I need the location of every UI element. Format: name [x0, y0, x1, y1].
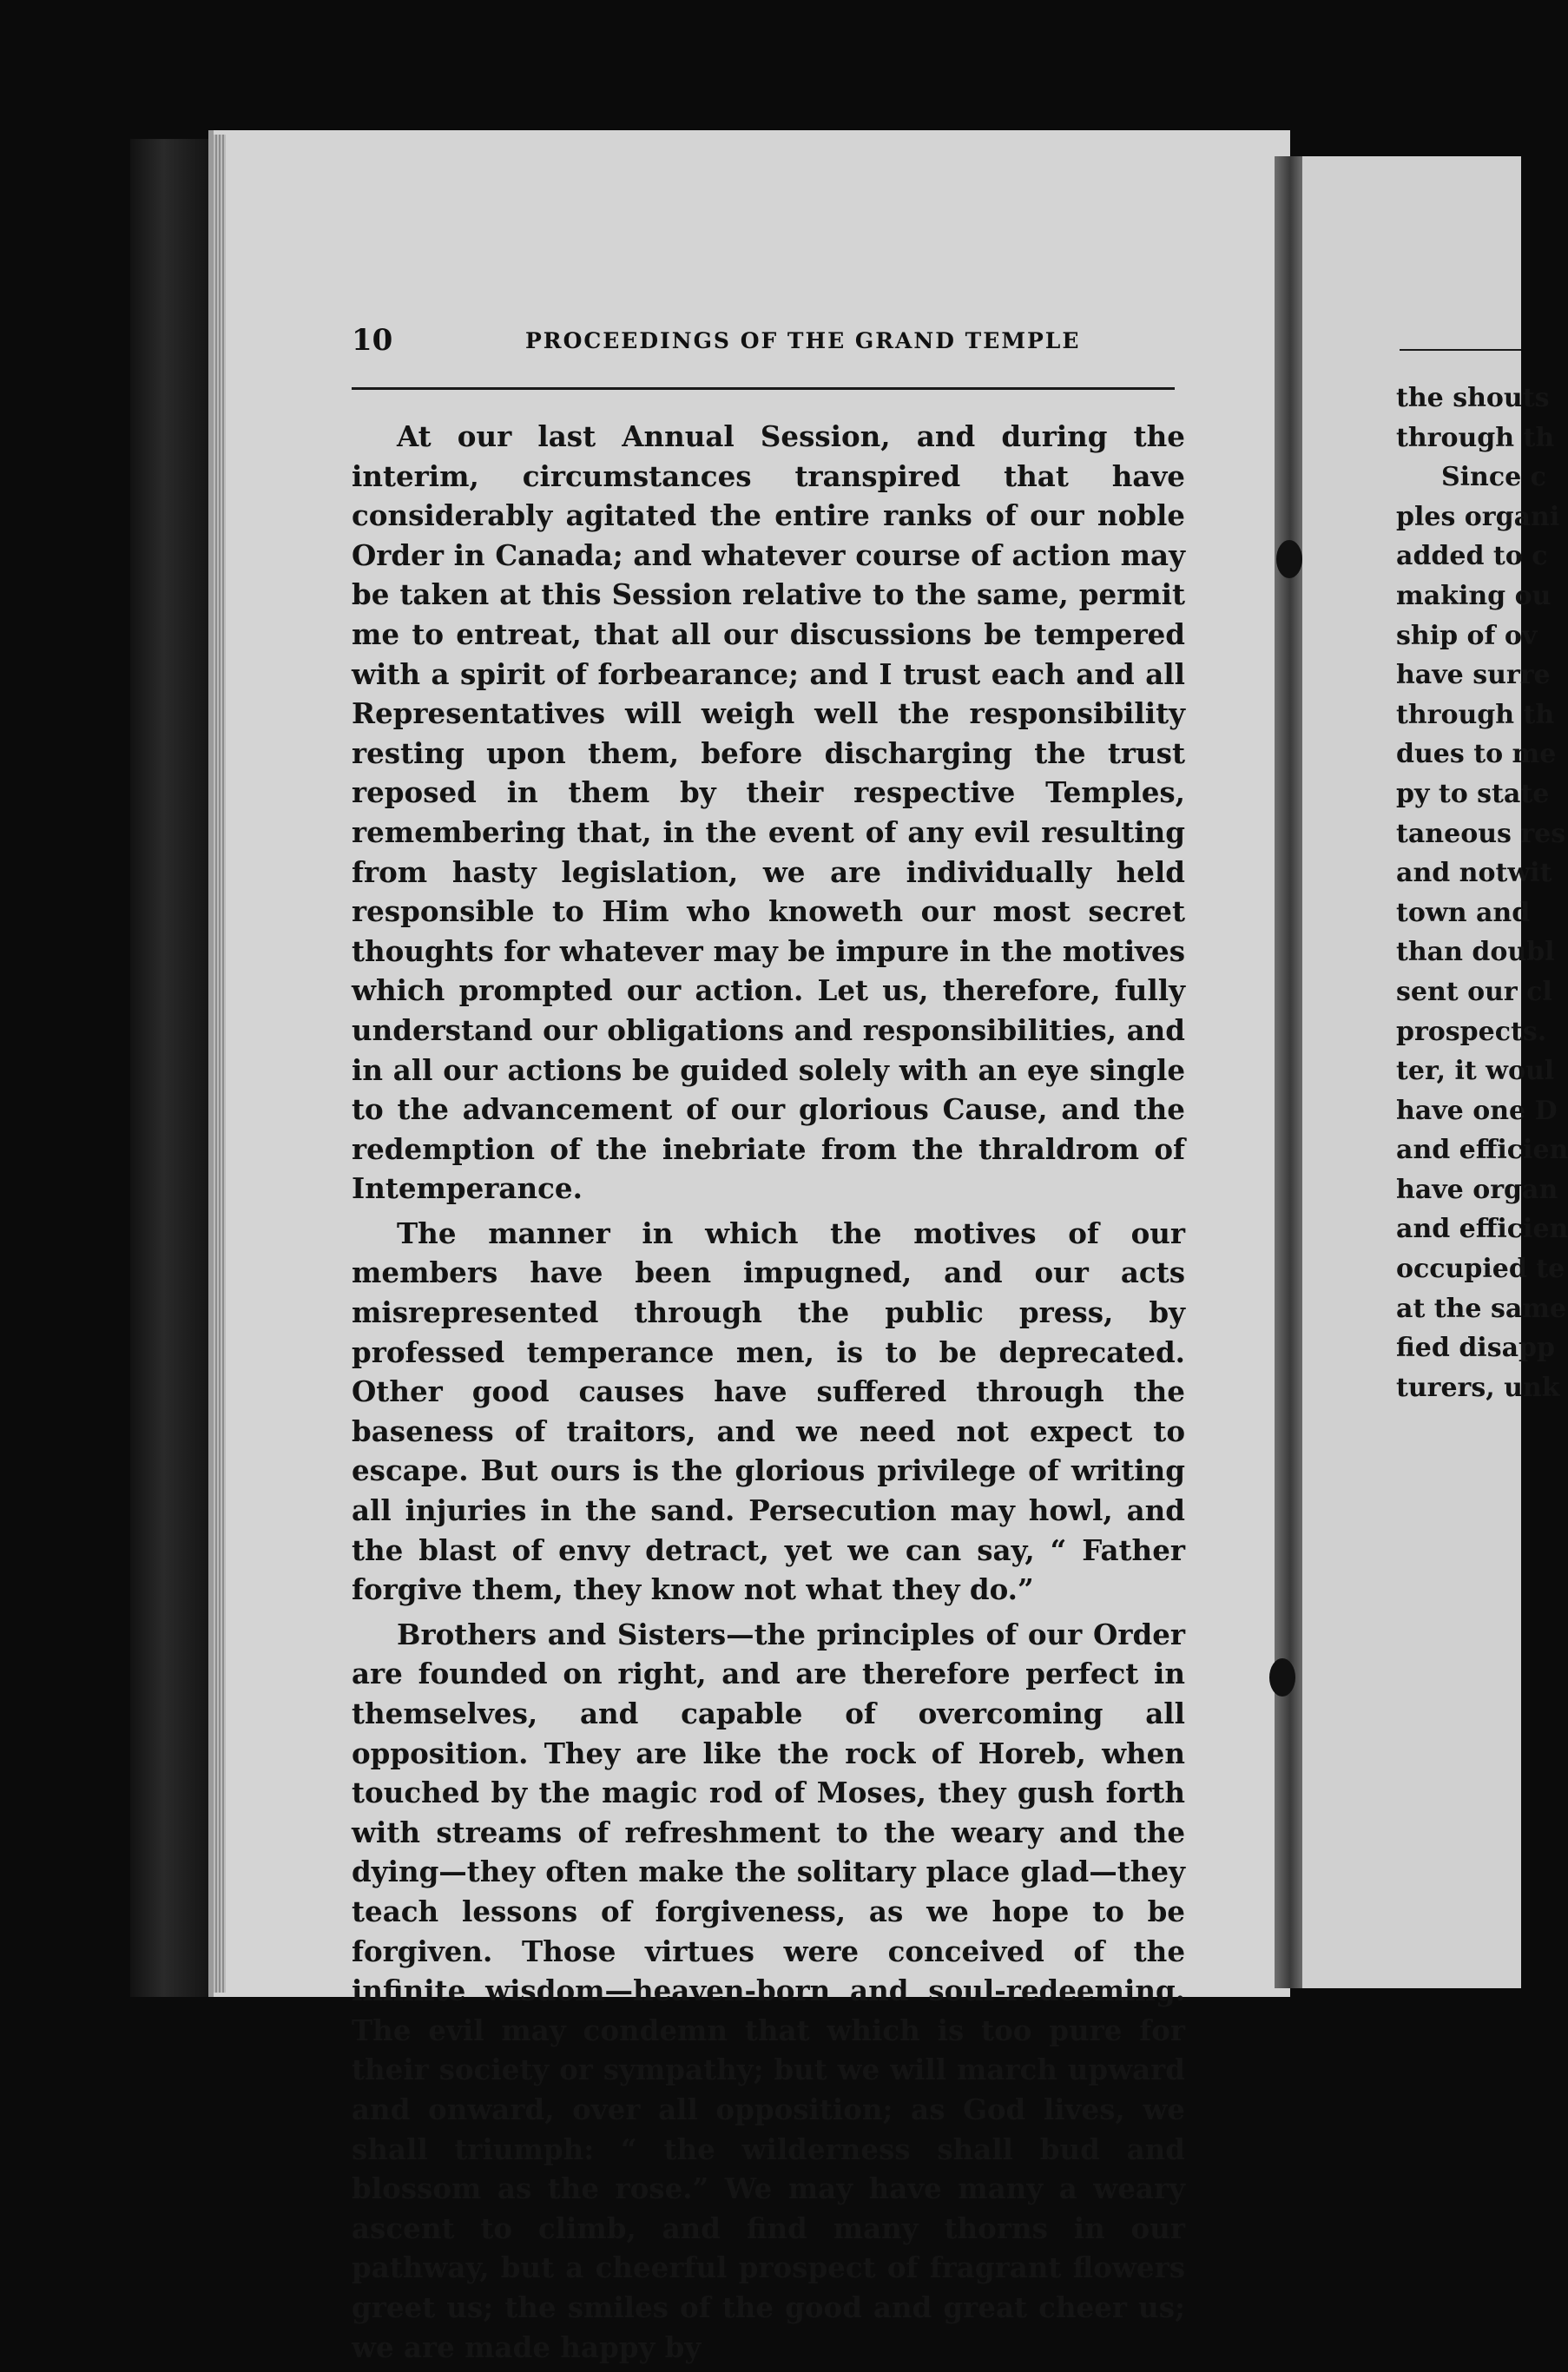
- paragraph: At our last Annual Session, and during the interim, circumstances transpired that have considerably agitated the entire ranks of our noble Order in Canada; and whatever course of action may be taken at this Session relative to the same, permit me to entreat, that all our discussions be tempered with a spirit of forbearance; and I trust each and all Representatives will weigh well the responsibility resting upon them, before discharging the trust reposed in them by their respective Temples, remembering that, in the event of any evil resulting from hasty legislation, we are individually held responsible to Him who knoweth our most secret thoughts for whatever may be impure in the motives which prompted our action. Let us, therefore, fully understand our obligations and responsibilities, and in all our actions be guided solely with an eye single to the advancement of our glorious Cause, and the redemption of the inebriate from the thraldrom of Intemperance.: [352, 419, 1185, 1206]
- page-number: 10: [352, 323, 393, 358]
- paragraph: The manner in which the motives of our members have been impugned, and our acts misrepresented through the public press, by professed temperance men, is to be deprecated. Other good causes have suffered through the baseness of traitors, and we need not expect to escape. But ours is the glorious privilege of writing all injuries in the sand. Persecution may howl, and the blast of envy detract, yet we can say, “ Father forgive them, they know not what they do.”: [352, 1216, 1185, 1607]
- facing-line: dues to me: [1396, 739, 1557, 770]
- facing-line: through th: [1396, 699, 1555, 730]
- page-edges: [214, 135, 226, 1993]
- facing-line: and efficien: [1396, 1214, 1568, 1245]
- facing-line: and efficien: [1396, 1135, 1568, 1166]
- paragraph: Brothers and Sisters—the principles of our Order are founded on right, and are therefore perfect in themselves, and capable of overcoming all opposition. They are like the rock of Horeb, when touched by the magic rod of Moses, they gush forth with streams of refreshment to the weary and the dying—they often make the solitary place glad—they teach lessons of forgiveness, as we hope to be forgiven. Those virtues were conceived of the infinite wisdom—heaven-born and soul-redeeming. The evil may condemn that which is too pure for their society or sympathy; but we will march upward and onward, over all opposition; as God lives, we shall triumph: “ the wilderness shall bud and blossom as the rose.” We may have many a weary ascent to climb, and find many thorns in our pathway, but a cheerful prospect of fragrant flowers greet us; the smiles of the good and great cheer us; we are made happy by: [352, 1617, 1185, 2364]
- facing-line: fied disapp: [1396, 1333, 1555, 1364]
- facing-line: occupied te: [1396, 1254, 1565, 1285]
- facing-line: through th: [1396, 422, 1555, 453]
- facing-line: at the same: [1396, 1293, 1567, 1324]
- facing-line: ter, it woul: [1396, 1056, 1555, 1087]
- facing-line: sent our cl: [1396, 976, 1552, 1007]
- facing-line: added to c: [1396, 541, 1548, 572]
- facing-line: have one D: [1396, 1095, 1558, 1126]
- facing-page-header-rule: [1400, 349, 1521, 351]
- facing-line: prospects.: [1396, 1016, 1547, 1047]
- facing-line: have surre: [1396, 660, 1551, 691]
- facing-line: have organ: [1396, 1174, 1558, 1205]
- facing-line: turers, unk: [1396, 1372, 1560, 1403]
- binding-hole: [1269, 1658, 1295, 1697]
- facing-line: town and: [1396, 897, 1531, 928]
- body-text: [352, 417, 1185, 2372]
- page-header: [352, 323, 1176, 366]
- facing-line: taneous res: [1396, 818, 1566, 849]
- facing-line: ples organi: [1396, 501, 1560, 532]
- facing-line: ship of ov: [1396, 620, 1538, 651]
- facing-line: Since c: [1441, 462, 1546, 493]
- facing-line: than doubl: [1396, 937, 1555, 968]
- facing-page-text: [1396, 379, 1568, 1407]
- facing-line: the shouts: [1396, 383, 1550, 413]
- binding-hole: [1276, 540, 1302, 578]
- facing-line: py to state: [1396, 778, 1550, 809]
- facing-line: and notwit: [1396, 858, 1552, 889]
- facing-line: making ou: [1396, 580, 1552, 611]
- running-head: PROCEEDINGS OF THE GRAND TEMPLE: [525, 328, 1081, 353]
- header-rule: [352, 387, 1175, 390]
- book-gutter: [1275, 156, 1306, 1988]
